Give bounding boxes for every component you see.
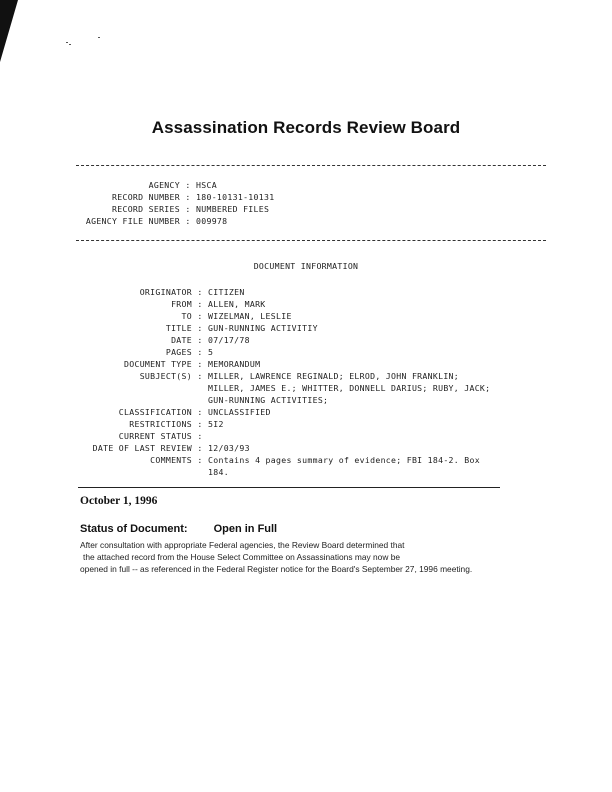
field-value: CITIZEN [208,287,245,297]
comments-row: COMMENTS : Contains 4 pages summary of evidence; FBI 184-2. Box 184. [72,455,480,479]
release-date: October 1, 1996 [80,495,158,507]
scan-speck [98,37,100,38]
field-label: CURRENT STATUS [118,431,192,441]
subjects-row: SUBJECT(S) : MILLER, LAWRENCE REGINALD; ELROD, JOHN FRANKLIN; MILLER, JAMES E.; WHITTER, DONNELL DARIUS; RUBY, JACK; GUN-RUNNING ACTIVITIES; [72,371,490,406]
status-line-2: the attached record from the House Select Committee on Assassinations may now be [83,552,401,562]
status-label: Status of Document: [80,523,188,535]
field-label: SUBJECT(S) [139,371,192,381]
field-value: GUN-RUNNING ACTIVITIY [208,323,318,333]
status-line-1: After consultation with appropriate Federal agencies, the Review Board determined that [80,540,405,550]
classification-row: CLASSIFICATION : UNCLASSIFIED [72,407,271,419]
field-value: MILLER, LAWRENCE REGINALD; ELROD, JOHN FRANKLIN; MILLER, JAMES E.; WHITTER, DONNELL DARIUS; RUBY, JACK; GUN-RUNNING ACTIVITIES; [208,371,491,405]
section-heading: DOCUMENT INFORMATION [253,261,359,271]
field-label: FROM [171,299,192,309]
record-number-row: RECORD NUMBER : 180-10131-10131 [72,192,274,204]
field-label: DOCUMENT TYPE [124,359,192,369]
page-title: Assassination Records Review Board [151,118,461,137]
current-status-row: CURRENT STATUS : [72,431,208,443]
field-value: 009978 [196,216,228,226]
field-label: DATE OF LAST REVIEW [92,443,192,453]
document-type-row: DOCUMENT TYPE : MEMORANDUM [72,359,260,371]
middle-divider [76,240,546,241]
field-label: TITLE [165,323,192,333]
scan-speck [69,44,71,45]
field-value: 07/17/78 [208,335,250,345]
field-value: Contains 4 pages summary of evidence; FBI 184-2. Box 184. [208,455,480,477]
field-value: HSCA [196,180,217,190]
field-value: 5I2 [208,419,224,429]
field-value: UNCLASSIFIED [208,407,271,417]
agency-file-number-row: AGENCY FILE NUMBER : 009978 [72,216,227,228]
status-line-3: opened in full -- as referenced in the Federal Register notice for the Board's September 27, 1996 meeting. [80,564,473,574]
field-value: NUMBERED FILES [196,204,270,214]
field-value: ALLEN, MARK [208,299,266,309]
field-label: RECORD SERIES [112,204,180,214]
status-of-document [80,523,277,535]
field-label: CLASSIFICATION [118,407,192,417]
field-label: RESTRICTIONS [129,419,192,429]
field-label: COMMENTS [150,455,192,465]
field-label: PAGES [165,347,192,357]
pages-row: PAGES : 5 [72,347,213,359]
top-divider [76,165,546,166]
field-label: TO [181,311,192,321]
field-label: ORIGINATOR [139,287,192,297]
originator-row: ORIGINATOR : CITIZEN [72,287,245,299]
status-explanation [80,539,580,575]
agency-row: AGENCY : HSCA [72,180,217,192]
scan-corner-mark [0,0,18,62]
field-value: WIZELMAN, LESLIE [208,311,292,321]
date-of-last-review-row: DATE OF LAST REVIEW : 12/03/93 [72,443,250,455]
field-value: 5 [208,347,214,357]
field-label: RECORD NUMBER [112,192,180,202]
date-row: DATE : 07/17/78 [72,335,250,347]
status-value: Open in Full [213,523,278,535]
restrictions-row: RESTRICTIONS : 5I2 [72,419,224,431]
field-value: MEMORANDUM [208,359,261,369]
title-row: TITLE : GUN-RUNNING ACTIVITIY [72,323,318,335]
bottom-rule [78,487,500,488]
field-label: AGENCY FILE NUMBER [85,216,180,226]
field-label: AGENCY [148,180,180,190]
field-label: DATE [171,335,192,345]
scan-speck [66,42,68,43]
record-series-row: RECORD SERIES : NUMBERED FILES [72,204,269,216]
field-value: 12/03/93 [208,443,250,453]
field-value: 180-10131-10131 [196,192,275,202]
to-row: TO : WIZELMAN, LESLIE [72,311,292,323]
from-row: FROM : ALLEN, MARK [72,299,266,311]
